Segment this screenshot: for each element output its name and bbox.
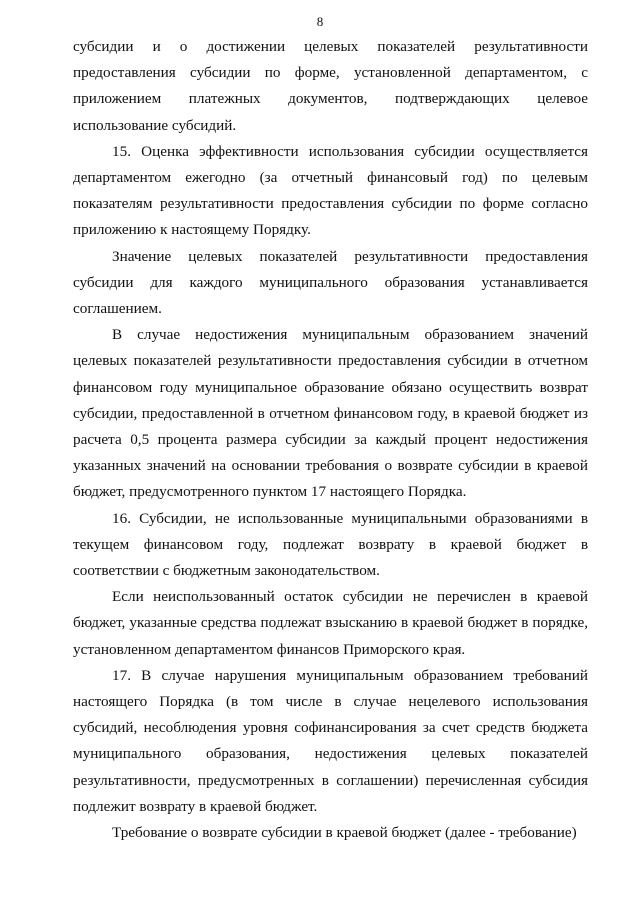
paragraph-continuation: субсидии и о достижении целевых показателей результативности предоставления субсидии по форме, установленной департаментом, с приложением платежных документов, подтверждающих целевое использование субсидий. bbox=[73, 38, 588, 134]
paragraph-target-values: Значение целевых показателей результативности предоставления субсидии для каждого муниципального образования устанавливается соглашением. bbox=[73, 247, 588, 318]
paragraph-item-16: 16. Субсидии, не использованные муниципальными образованиями в текущем финансовом году, подлежат возврату в краевой бюджет в соответствии с бюджетным законодательством. bbox=[73, 509, 588, 580]
paragraph-unused-balance: Если неиспользованный остаток субсидии не перечислен в краевой бюджет, указанные средства подлежат взысканию в краевой бюджет в порядке, установленном департаментом финансов Приморского края. bbox=[73, 588, 588, 658]
document-body bbox=[73, 34, 588, 846]
paragraph-requirement: Требование о возврате субсидии в краевой бюджет (далее - требование) bbox=[112, 824, 577, 842]
paragraph-item-15: 15. Оценка эффективности использования субсидии осуществляется департаментом ежегодно (за отчетный финансовый год) по целевым показателям результативности предоставления субсидии по форме согласно приложению к настоящему Порядку. bbox=[73, 142, 588, 239]
page-number: 8 bbox=[316, 14, 324, 29]
paragraph-item-17: 17. В случае нарушения муниципальным образованием требований настоящего Порядка (в том числе в случае нецелевого использования субсидий, несоблюдения уровня софинансирования за счет средств бюджета муниципального образования, недостижения целевых показателей результативности, предусмотренных в соглашении) перечисленная субсидия подлежит возврату в краевой бюджет. bbox=[73, 666, 588, 815]
paragraph-non-achievement: В случае недостижения муниципальным образованием значений целевых показателей результативности предоставления субсидии в отчетном финансовом году муниципальное образование обязано осуществить возврат субсидии, предоставленной в отчетном финансовом году, в краевой бюджет из расчета 0,5 процента размера субсидии за каждый процент недостижения указанных значений на основании требования о возврате субсидии в краевой бюджет, предусмотренного пунктом 17 настоящего Порядка. bbox=[73, 326, 588, 501]
